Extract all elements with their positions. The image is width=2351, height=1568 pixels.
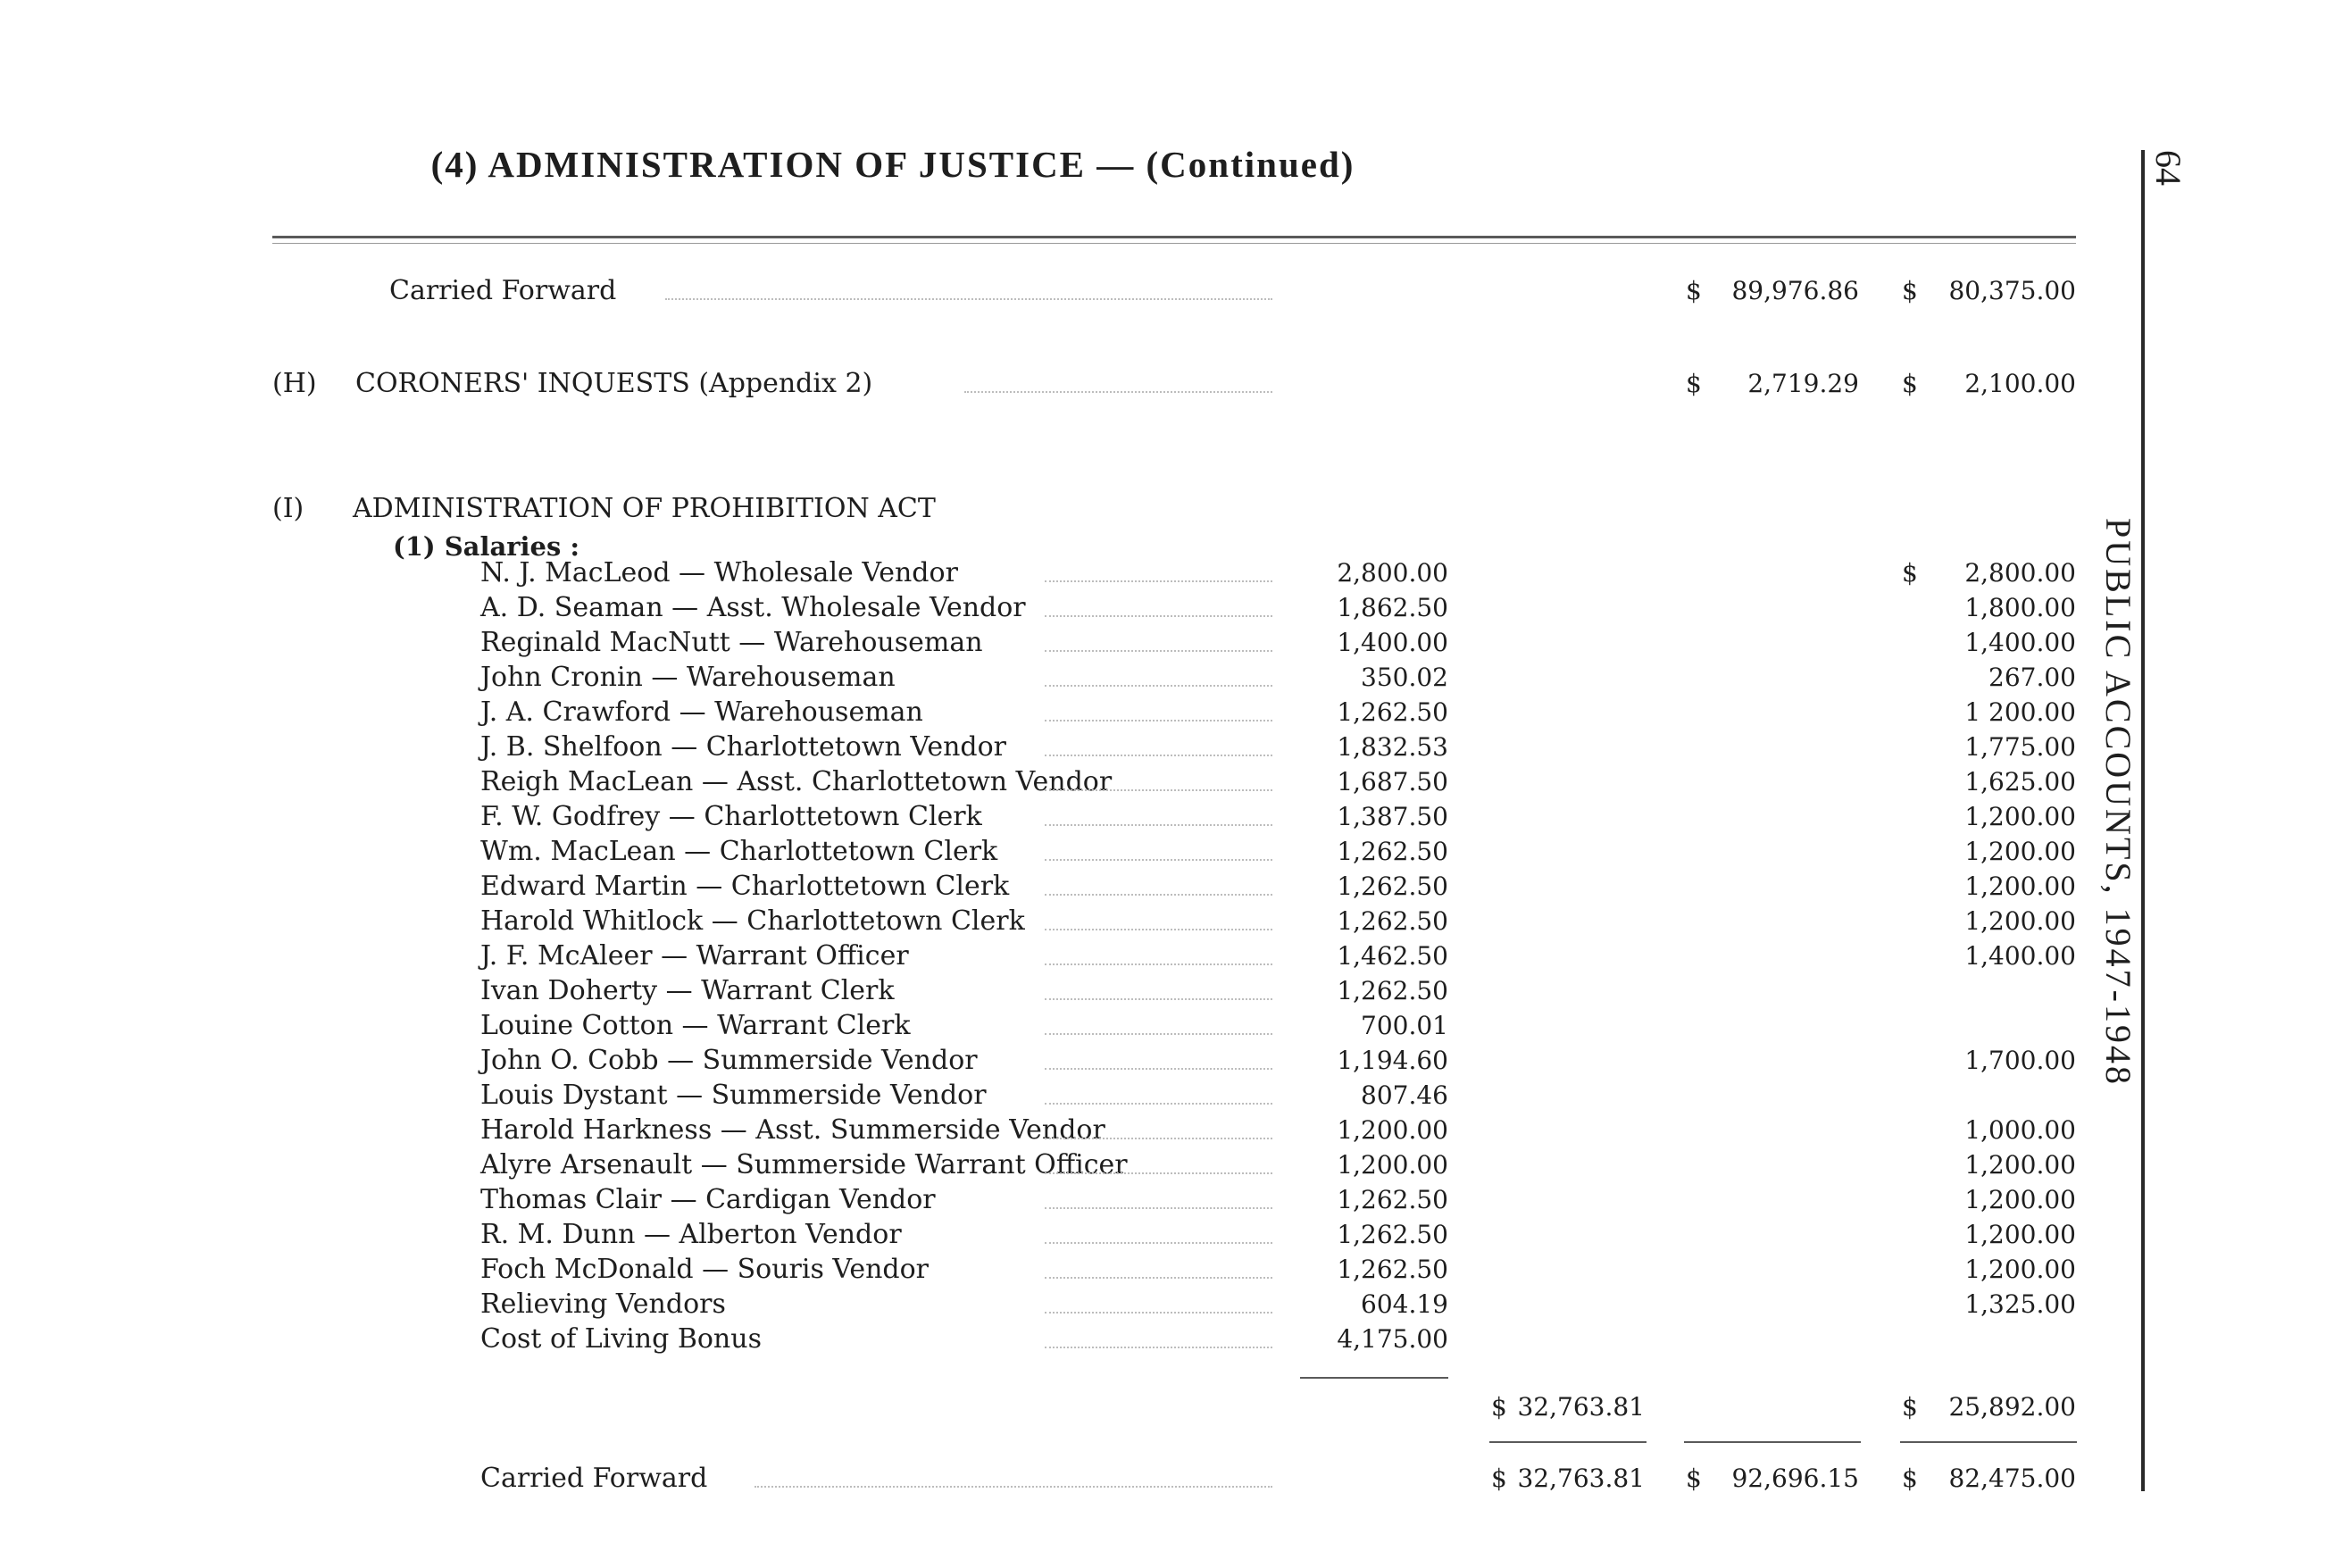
salary-amount: 1,262.50 — [1337, 906, 1448, 936]
leader-dots — [1045, 998, 1272, 1000]
salary-amount: 1,194.60 — [1337, 1046, 1448, 1075]
salary-name: A. D. Seaman — Asst. Wholesale Vendor — [480, 592, 1026, 623]
section-i-label: ADMINISTRATION OF PROHIBITION ACT — [353, 493, 936, 524]
col4-value: 2,100.00 — [1964, 369, 2076, 398]
leader-dots — [1045, 1068, 1272, 1070]
leader-dots — [1045, 720, 1272, 721]
salary-name: Cost of Living Bonus — [480, 1323, 762, 1355]
section-i-row — [0, 491, 2143, 527]
salary-name: John Cronin — Warehouseman — [480, 662, 896, 693]
salary-prev-amount: 1,200.00 — [1964, 1220, 2076, 1249]
leader-dots — [1045, 650, 1272, 652]
carried-forward-label: Carried Forward — [480, 1463, 708, 1494]
leader-dots — [1045, 894, 1272, 896]
salary-name: John O. Cobb — Summerside Vendor — [480, 1045, 978, 1076]
salary-name: Ivan Doherty — Warrant Clerk — [480, 975, 895, 1006]
section-i-letter: (I) — [272, 493, 304, 524]
salary-name: Louine Cotton — Warrant Clerk — [480, 1010, 911, 1041]
salary-prev-amount: 1,700.00 — [1964, 1046, 2076, 1075]
salary-name: R. M. Dunn — Alberton Vendor — [480, 1219, 902, 1250]
salary-row — [0, 1322, 2143, 1357]
total-rule-col3 — [1684, 1441, 1861, 1443]
salary-row — [0, 869, 2143, 905]
salary-row — [0, 834, 2143, 870]
leader-dots — [1045, 789, 1272, 791]
leader-dots — [665, 298, 1272, 300]
total-rule-col2 — [1489, 1441, 1647, 1443]
salary-amount: 1,862.50 — [1337, 593, 1448, 622]
salary-name: Relieving Vendors — [480, 1289, 726, 1320]
total-rule-col4 — [1900, 1441, 2077, 1443]
salary-amount: 807.46 — [1361, 1080, 1448, 1110]
salary-amount: 1,200.00 — [1337, 1115, 1448, 1145]
salary-row — [0, 660, 2143, 696]
leader-dots — [1045, 859, 1272, 861]
leader-dots — [1045, 1172, 1272, 1174]
carried-forward-label: Carried Forward — [389, 275, 617, 306]
leader-dots — [1045, 615, 1272, 617]
col4-dollar: $ — [1902, 369, 1918, 398]
salary-name: F. W. Godfrey — Charlottetown Clerk — [480, 801, 982, 832]
salary-prev-amount: 1,200.00 — [1964, 1150, 2076, 1180]
leader-dots — [1045, 929, 1272, 930]
col4-value: 25,892.00 — [1948, 1392, 2076, 1422]
salary-name: Reginald MacNutt — Warehouseman — [480, 627, 983, 658]
salary-amount: 1,400.00 — [1337, 628, 1448, 657]
section-h-letter: (H) — [272, 368, 317, 399]
col4-value: 80,375.00 — [1948, 276, 2076, 305]
salary-name: Thomas Clair — Cardigan Vendor — [480, 1184, 936, 1215]
salary-name: Alyre Arsenault — Summerside Warrant Officer — [480, 1149, 1128, 1180]
salary-row — [0, 1252, 2143, 1288]
salary-prev-amount: 267.00 — [1988, 663, 2076, 692]
salary-prev-amount: 1,200.00 — [1964, 802, 2076, 831]
leader-dots — [1045, 1033, 1272, 1035]
col3-value: 89,976.86 — [1731, 276, 1859, 305]
salary-row — [0, 1078, 2143, 1113]
salary-name: Harold Harkness — Asst. Summerside Vendor — [480, 1114, 1105, 1146]
salary-name: J. A. Crawford — Warehouseman — [480, 696, 923, 728]
salary-amount: 1,262.50 — [1337, 872, 1448, 901]
leader-dots — [1045, 1312, 1272, 1314]
salary-prev-amount: 1,400.00 — [1964, 628, 2076, 657]
salary-prev-amount: 1,400.00 — [1964, 941, 2076, 971]
leader-dots — [1045, 1103, 1272, 1105]
leader-dots — [1045, 963, 1272, 965]
salary-name: Wm. MacLean — Charlottetown Clerk — [480, 836, 998, 867]
col4-dollar: $ — [1902, 1392, 1918, 1422]
leader-dots — [964, 391, 1272, 393]
salary-amount: 4,175.00 — [1337, 1324, 1448, 1354]
col4-dollar: $ — [1902, 1464, 1918, 1493]
col4-dollar: $ — [1902, 276, 1918, 305]
subtotal-rule — [1300, 1377, 1448, 1379]
salary-amount: 2,800.00 — [1337, 558, 1448, 588]
salary-amount: 1,262.50 — [1337, 1220, 1448, 1249]
salary-prev-amount: 1,200.00 — [1964, 906, 2076, 936]
salary-row — [0, 1008, 2143, 1044]
salary-amount: 1,262.50 — [1337, 976, 1448, 1005]
salary-amount: 1,687.50 — [1337, 767, 1448, 797]
salary-name: J. B. Shelfoon — Charlottetown Vendor — [480, 731, 1006, 763]
salary-name: Harold Whitlock — Charlottetown Clerk — [480, 905, 1025, 937]
salary-prev-amount: 1,775.00 — [1964, 732, 2076, 762]
salary-row — [0, 764, 2143, 800]
salary-amount: 1,262.50 — [1337, 837, 1448, 866]
salary-amount: 1,200.00 — [1337, 1150, 1448, 1180]
salary-row — [0, 1043, 2143, 1079]
salary-prev-amount: 1,000.00 — [1964, 1115, 2076, 1145]
salary-prev-amount: 1,625.00 — [1964, 767, 2076, 797]
col3-value: 92,696.15 — [1731, 1464, 1859, 1493]
salary-prev-amount: 1,200.00 — [1964, 872, 2076, 901]
salaries-total-row — [0, 1389, 2143, 1425]
salary-amount: 1,462.50 — [1337, 941, 1448, 971]
salary-row — [0, 973, 2143, 1009]
salary-amount: 1,262.50 — [1337, 1255, 1448, 1284]
section-h-label: CORONERS' INQUESTS (Appendix 2) — [355, 368, 873, 399]
salary-name: Reigh MacLean — Asst. Charlottetown Vendor — [480, 766, 1113, 797]
salary-amount: 700.01 — [1361, 1011, 1448, 1040]
salary-prev-amount: 1,325.00 — [1964, 1289, 2076, 1319]
salary-prev-amount: 1,200.00 — [1964, 1255, 2076, 1284]
salary-amount: 1,387.50 — [1337, 802, 1448, 831]
salary-row — [0, 590, 2143, 626]
salary-amount: 350.02 — [1361, 663, 1448, 692]
salary-prev-amount: 1 200.00 — [1964, 697, 2076, 727]
carried-forward-top-row — [0, 273, 2143, 309]
leader-dots — [1045, 1138, 1272, 1139]
salary-amount: 1,262.50 — [1337, 1185, 1448, 1214]
section-h-row — [0, 366, 2143, 402]
salary-prev-amount: 1,200.00 — [1964, 837, 2076, 866]
salary-row — [0, 625, 2143, 661]
page-title: (4) ADMINISTRATION OF JUSTICE — (Continued) — [430, 144, 1355, 185]
salary-name: J. F. McAleer — Warrant Officer — [480, 940, 909, 972]
salary-name: N. J. MacLeod — Wholesale Vendor — [480, 557, 958, 588]
salary-row — [0, 730, 2143, 765]
leader-dots — [1045, 755, 1272, 756]
carried-forward-bottom-row — [0, 1461, 2143, 1497]
salary-prev-amount: 2,800.00 — [1964, 558, 2076, 588]
salary-amount: 1,832.53 — [1337, 732, 1448, 762]
col3-dollar: $ — [1686, 1464, 1702, 1493]
leader-dots — [754, 1486, 1272, 1488]
salary-name: Foch McDonald — Souris Vendor — [480, 1254, 930, 1285]
salary-row — [0, 904, 2143, 939]
col3-value: 2,719.29 — [1747, 369, 1859, 398]
salary-row — [0, 938, 2143, 974]
salary-name: Louis Dystant — Summerside Vendor — [480, 1080, 987, 1111]
salary-amount: 1,262.50 — [1337, 697, 1448, 727]
salary-row — [0, 1113, 2143, 1148]
salary-row — [0, 799, 2143, 835]
col2-value: 32,763.81 — [1517, 1392, 1645, 1422]
side-title: PUBLIC ACCOUNTS, 1947-1948 — [2098, 518, 2138, 1087]
leader-dots — [1045, 580, 1272, 582]
col2-value: 32,763.81 — [1517, 1464, 1645, 1493]
col2-dollar: $ — [1491, 1392, 1507, 1422]
leader-dots — [1045, 824, 1272, 826]
col2-dollar: $ — [1491, 1464, 1507, 1493]
leader-dots — [1045, 1347, 1272, 1348]
salary-row — [0, 1287, 2143, 1322]
salary-prev-amount: 1,800.00 — [1964, 593, 2076, 622]
leader-dots — [1045, 1242, 1272, 1244]
page-number: 64 — [2148, 150, 2188, 186]
header-rule-thin — [272, 243, 2076, 244]
col3-dollar: $ — [1686, 276, 1702, 305]
col4-value: 82,475.00 — [1948, 1464, 2076, 1493]
salary-prev-dollar: $ — [1902, 558, 1918, 588]
salary-row — [0, 1147, 2143, 1183]
salary-amount: 604.19 — [1361, 1289, 1448, 1319]
header-rule — [272, 236, 2076, 238]
leader-dots — [1045, 1207, 1272, 1209]
salary-name: Edward Martin — Charlottetown Clerk — [480, 871, 1010, 902]
col3-dollar: $ — [1686, 369, 1702, 398]
salary-row — [0, 1217, 2143, 1253]
leader-dots — [1045, 685, 1272, 687]
salary-row — [0, 555, 2143, 591]
leader-dots — [1045, 1277, 1272, 1279]
salaries-subheading: (1) Salaries : — [393, 531, 580, 562]
salary-row — [0, 1182, 2143, 1218]
salary-row — [0, 695, 2143, 730]
salary-prev-amount: 1,200.00 — [1964, 1185, 2076, 1214]
